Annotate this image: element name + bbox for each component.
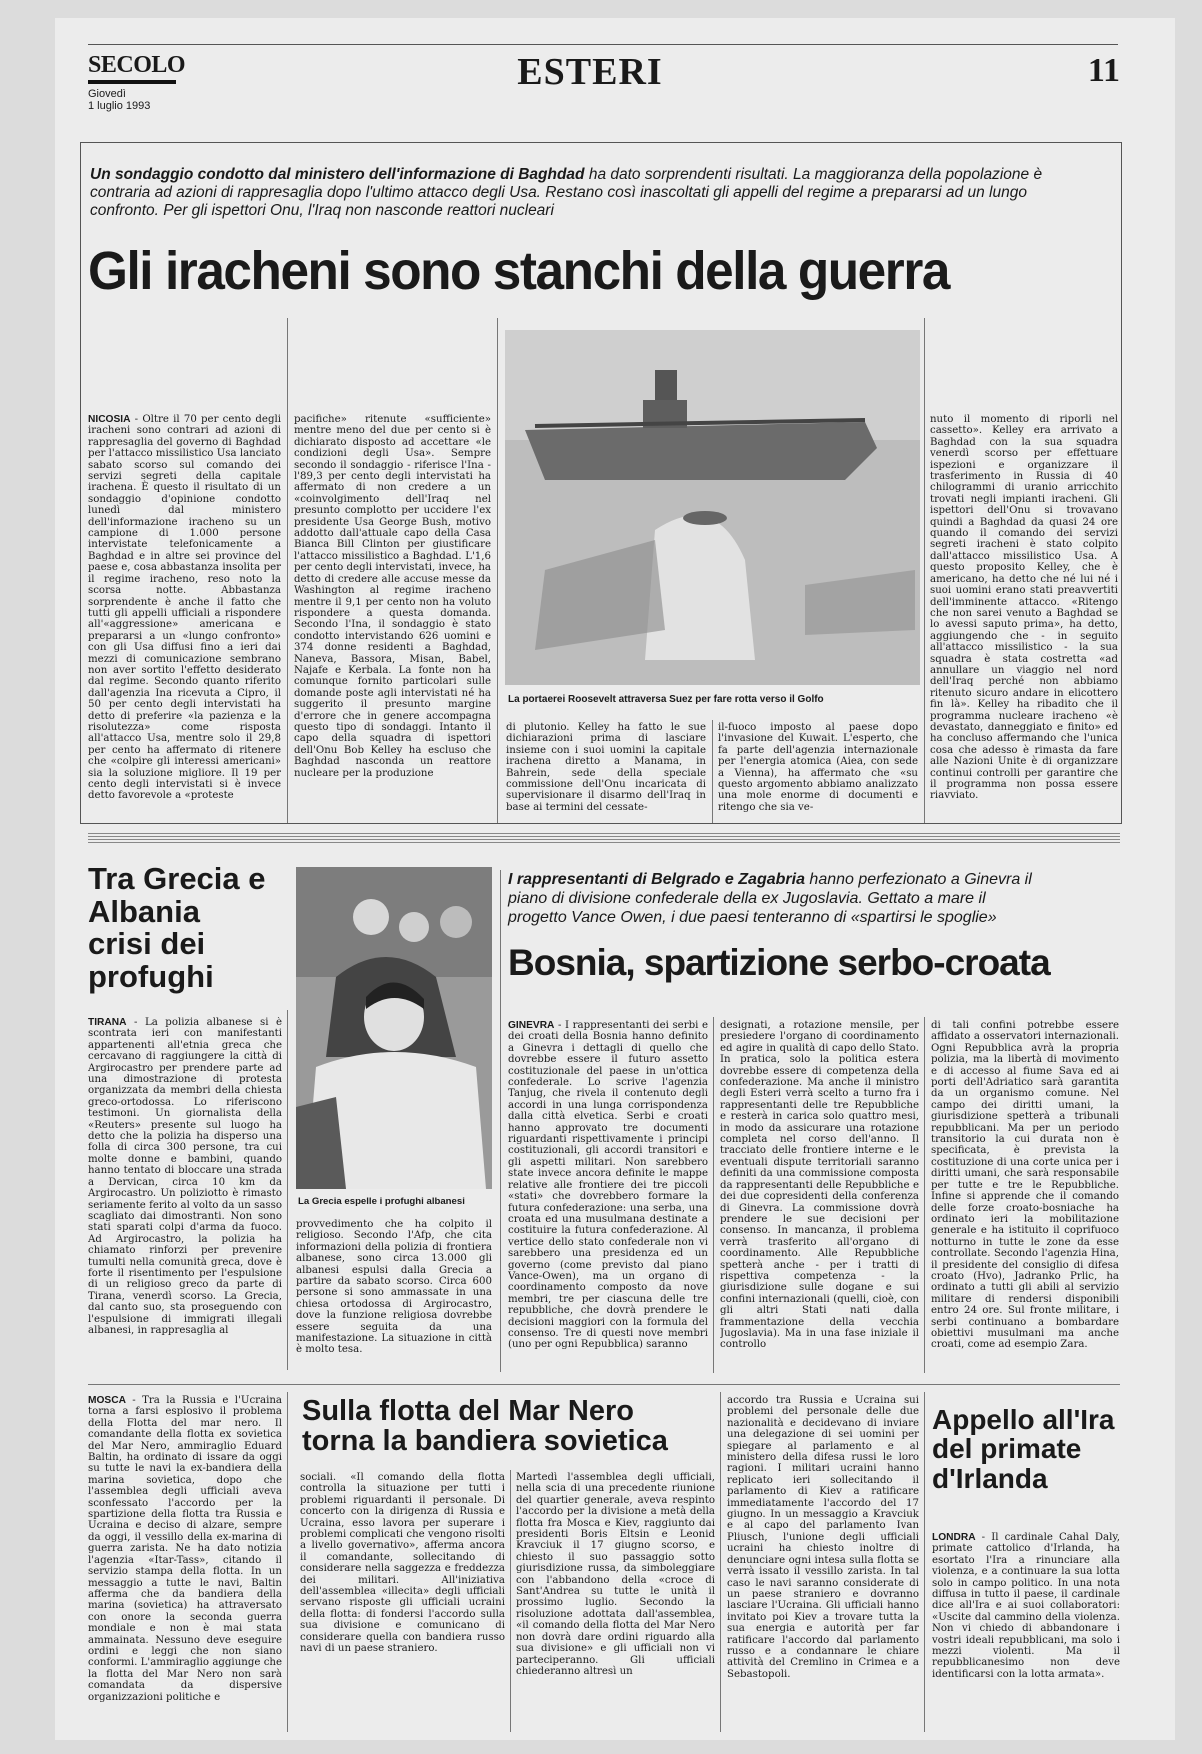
lead-column-2: pacifiche» ritenute «sufficiente» mentre meno del due per cento si è dichiarato disposto ad accettare «le condizioni degli Usa». Sempre secondo il sondaggio - riferisce l'Ina - l'89,3 per cento degli intervistati ha affermato di non credere a un «coinvolgimento dell'Iraq nel presunto complotto per uccidere l'ex presidente Usa George Bush, motivo addotto dall'attuale capo della Casa Bianca Bill Clinton per giustificare l'attacco missilistico a Baghdad. L'1,6 per cento degli intervistati, invece, ha detto di credere alle accuse messe da Washington al regime iracheno mentre il 9,1 per cento non ha voluto rispondere a questa domanda. Secondo l'Ina, il sondaggio è stato condotto intervistando 626 uomini e 374 donne residenti a Baghdad, Naneva, Bassora, Misan, Babel, Najafe e Kerbala. La fonte non ha comunque fornito particolari sulle domande poste agli intervistati né ha suggerito il presunto margine d'errore che in genere accompagna questo tipo di sondaggi. Intanto il capo della squadra di ispettori dell'Onu Bob Kelley ha escluso che Baghdad nasconda un reattore nucleare per la produzione	[294, 414, 491, 779]
bosnia-column-3: di tali confini potrebbe essere affidato a osservatori internazionali. Ogni Repubblica avrà la propria polizia, ma la libertà di movimento e di accesso al fiume Sava ed ai porti dell'Adriatico sarà garantita da un organismo comune. Nel campo dei diritti umani, la giurisdizione spetterà a tribunali repubblicani. Ma per un periodo transitorio la cui durata non è specificata, è prevista la costituzione di una corte unica per i diritti umani, che sarà responsabile per tutte e tre le Repubbliche. Infine si apprende che il comando delle forze croato-bosniache ha ordinato ieri la mobilitazione generale e ha istituito il coprifuoco notturno in tutte le zone da esse controllate. Secondo l'agenzia Hina, il presidente del consiglio di difesa croato (Hvo), Jadranko Prlic, ha ordinato a tutti gli abili al servizio militare di rendersi disponibili entro 24 ore. Sul fronte militare, i serbi continuano a bombardare obiettivi musulmani ma anche croati, come ad esempio Zara.	[931, 1020, 1119, 1351]
refugees-illustration	[296, 867, 492, 1189]
column-rule	[287, 1392, 288, 1732]
greece-albania-headline: Tra Grecia e Albania crisi dei profughi	[88, 861, 266, 994]
bosnia-column-1	[508, 1020, 708, 1372]
issue-day: Giovedì	[88, 88, 126, 100]
column-rule	[924, 1392, 925, 1732]
greece-column-1	[88, 1017, 282, 1373]
column-rule	[924, 1017, 925, 1373]
lead-column-1	[88, 414, 281, 824]
bosnia-kicker-bold: I rappresentanti di Belgrado e Zagabria	[508, 871, 805, 888]
column-rule	[510, 1470, 511, 1732]
section-title: ESTERI	[517, 51, 663, 93]
column-rule	[720, 1392, 721, 1732]
lead-kicker-bold: Un sondaggio condotto dal ministero dell'informazione di Baghdad	[90, 166, 585, 183]
bosnia-kicker-rest: hanno perfezionato a Ginevra il piano di divisione confederale della ex Jugoslavia. Gettato a mare il progetto Vance Owen, i due paesi tenteranno di «spartirsi le spoglie»	[508, 871, 1032, 926]
aircraft-carrier-photo	[505, 330, 920, 685]
bosnia-column-2: designati, a rotazione mensile, per presiedere l'organo di coordinamento ed agire in qualità di capo dello Stato. In pratica, solo la politica estera dovrebbe essere di competenza della confederazione. Ma anche il ministro degli Esteri verrà scelto a turno fra i rappresentanti delle tre Repubbliche e resterà in carica solo quattro mesi, in modo da assicurare una rotazione completa nel corso dell'anno. Il tracciato delle frontiere interne e le eventuali dispute territoriali saranno definiti da una commissione composta da rappresentanti delle Repubbliche e dei due copresidenti della conferenza di Ginevra. La commissione dovrà prendere le sue decisioni per consenso. In mancanza, il problema verrà trasferito all'organo di coordinamento. Alle Repubbliche spetterà anche - per i tratti di rispettiva competenza - la giurisdizione sulle dogane e sui confini internazionali (quelli, cioè, con gli altri Stati nati dalla frammentazione della vecchia Jugoslavia). Ma in una fase iniziale il controllo	[720, 1020, 919, 1351]
carrier-photo-caption: La portaerei Roosevelt attraversa Suez per fare rotta verso il Golfo	[508, 694, 824, 705]
newspaper-logo: SECOLO	[88, 52, 186, 78]
lead-kicker	[90, 166, 1100, 220]
logo-underline	[88, 80, 176, 84]
fleet-headline: Sulla flotta del Mar Nero torna la bandiera sovietica	[302, 1395, 668, 1458]
lead-kicker-rest: ha dato sorprendenti risultati. La maggioranza della popolazione è contraria ad azioni di rappresaglia dopo l'ultimo attacco degli Usa. Restano così inascoltati gli appelli del regime a prepararsi ad un lungo confronto. Per gli ispettori Onu, l'Iraq non nasconde reattori nucleari	[90, 166, 1043, 219]
section-divider	[88, 1384, 1120, 1385]
bosnia-kicker	[508, 870, 1043, 927]
column-rule	[287, 318, 288, 823]
carrier-illustration	[505, 330, 920, 685]
top-rule	[88, 44, 1118, 45]
lead-column-1-text: - Oltre il 70 per cento degli iracheni sono contrari ad azioni di rappresaglia del governo di Baghdad per l'attacco missilistico Usa lanciato sabato scorso sul comando dei servizi segreti della capitale irachena. È questo il risultato di un sondaggio d'opinione condotto lunedì dal ministero dell'informazione iracheno su un campione di 1.000 persone intervistate telefonicamente a Baghdad e in altre sei province del paese e, cosa abbastanza insolita per il regime iracheno, reso noto la scorsa notte. Abbastanza sorprendente è anche il fatto che tutti gli appelli ufficiali a rispondere all'«aggressione» americana e prepararsi a un «lungo confronto» con gli Usa diffusi fino a ieri dai mezzi di comunicazione sembrano non aver sortito l'effetto desiderato dal regime. Secondo quanto riferito dall'agenzia Ina ricevuta a Cipro, il 50 per cento degli intervistati ha detto di preferire «la pazienza e la risolutezza» come risposta all'attacco Usa, mentre solo il 29,8 per cento ha affermato di ritenere che «colpire gli interessi americani» sia la soluzione migliore. Il 19 per cento degli intervistati si è invece detto favorevole a «proteste	[88, 414, 281, 802]
greece-column-2: provvedimento che ha colpito il religioso. Secondo l'Afp, che cita informazioni della polizia di frontiera albanese, sono circa 13.000 gli albanesi espulsi dalla Grecia a partire da sabato scorso. Circa 600 persone si sono ammassate in una chiesa ortodossa di Argirocastro, dove la funzione religiosa dovrebbe essere seguita da una manifestazione. La situazione in città è molto tesa.	[296, 1219, 492, 1356]
fleet-column-1-text: - Tra la Russia e l'Ucraina torna a farsi esplosivo il problema della Flotta del mar nero. Il comandante della flotta ex sovietica del Mar Nero, ammiraglio Eduard Baltin, ha ordinato di issare da oggi su tutte le navi la ex-bandiera della marina sovietica, dopo che l'assemblea degli ufficiali aveva sconfessato l'accordo per la spartizione della flotta tra Russia e Ucraina e deciso di alzare, sempre da oggi, il vessillo della ex-marina di guerra zarista. Ne ha dato notizia l'agenzia «Itar-Tass», citando il servizio stampa della flotta. In un messaggio a tutte le navi, Baltin afferma che da bandiera della marina (sovietica) ha attraversato con onore la seconda guerra mondiale e non è mai stata ammainata. Nessuno deve eseguire ordini e leggi che non siano conformi. L'ammiraglio aggiunge che la flotta del Mar Nero non sarà comandata da dispersive organizzazioni politiche e	[88, 1395, 282, 1703]
lead-headline: Gli iracheni sono stanchi della guerra	[88, 241, 949, 301]
column-rule	[500, 870, 501, 1372]
bosnia-column-1-text: - I rappresentanti dei serbi e dei croati della Bosnia hanno definito a Ginevra i dettagli di quello che dovrebbe essere il futuro assetto costituzionale del paese in un'ottica confederale. Lo scrive l'agenzia Tanjug, che rivela il contenuto degli accordi in una lunga corrispondenza dalla città elvetica. Serbi e croati hanno approvato tre documenti riguardanti rispettivamente i principi costituzionali, gli accordi transitori e gli aspetti militari. Non sarebbero state invece ancora definite le mappe relative alle frontiere dei tre piccoli «stati» che dovrebbero formare la futura confederazione: una serba, una croata ed una musulmana destinate a costituire la futura confederazione. Al vertice dello stato confederale non vi sarebbero una presidenza ed un governo (come previsto dal piano Vance-Owen), ma un organo di coordinamento composto da nove membri, tre per ciascuna delle tre repubbliche, che dovrà prendere le decisioni maggiori con la formula del consenso. Tre di questi nove membri (uno per ogni Repubblica) saranno	[508, 1020, 708, 1351]
section-divider	[88, 833, 1120, 843]
issue-date-text: 1 luglio 1993	[88, 100, 151, 112]
fleet-column-4: accordo tra Russia e Ucraina sui problemi del personale delle due nazionalità e decidevano di inviare una delegazione di sei uomini per spiegare al parlamento e al ministero della difesa russi le loro ragioni. I militari ucraini hanno replicato ieri sollecitando il parlamento di Kiev a ratificare immediatamente l'accordo del 17 giugno. In un messaggio a Kravciuk e al capo del parlamento Ivan Pliusch, l'unione degli ufficiali ucraini ha chiesto inoltre di denunciare ogni intesa sulla flotta se verrà issato il vessillo zarista. In tal caso le navi saranno considerate di un paese straniero e dovranno lasciare l'Ucraina. Gli ufficiali hanno invitato poi Kiev a trovare tutta la sua energia e autorità per far ratificare l'accordo dal parlamento russo e a condannare le chiare attività del Cremlino in Crimea e a Sebastopoli.	[727, 1395, 919, 1680]
fleet-column-2: sociali. «Il comando della flotta controlla la situazione per tutti i problemi riguardanti il personale. Di concerto con la dirigenza di Russia e Ucraina, esso lavora per superare i problemi complicati che vengono risolti a livello governativo», afferma ancora il comandante, sollecitando di considerare nella saggezza e freddezza dei militari. All'iniziativa dell'assemblea «illecita» degli ufficiali servano risposte gli ufficiali ucraini della flotta: di fondersi l'accordo sulla sua divisione e comunicano di considerare quella con bandiera russo navi di un paese straniero.	[300, 1472, 505, 1655]
dateline: NICOSIA	[88, 414, 131, 425]
column-rule	[497, 318, 498, 823]
lead-column-4: il-fuoco imposto al paese dopo l'invasione del Kuwait. L'esperto, che fa parte dell'agenzia internazionale per l'energia atomica (Aiea, con sede a Vienna), ha affermato che «su questo argomento abbiamo analizzato una mole enorme di documenti e ritengo che sia ve-	[718, 722, 918, 813]
fleet-column-1	[88, 1395, 282, 1732]
column-rule	[713, 1017, 714, 1373]
fleet-column-3: Martedì l'assemblea degli ufficiali, nella scia di una precedente riunione del quartier generale, aveva respinto l'accordo per la divisione a metà della flotta fra Mosca e Kiev, raggiunto dai presidenti Boris Eltsin e Leonid Kravciuk il 17 giugno scorso, e chiesto il suo passaggio sotto giurisdizione russa, da simboleggiare con l'abbandono della «croce di Sant'Andrea su tutte le unità il prossimo luglio. Secondo la risoluzione adottata dall'assemblea, «il comando della flotta del Mar Nero non dovrà dare ordini riguardo alla sua divisione» e gli ufficiali non vi parteciperanno. Gli ufficiali chiederanno altresì un	[516, 1472, 715, 1677]
refugees-photo-caption: La Grecia espelle i profughi albanesi	[298, 1196, 465, 1207]
ira-headline: Appello all'Ira del primate d'Irlanda	[932, 1404, 1115, 1494]
column-rule	[287, 1010, 288, 1370]
dateline: MOSCA	[88, 1395, 126, 1406]
ira-column-1	[932, 1532, 1120, 1732]
column-rule	[924, 318, 925, 823]
greece-column-1-text: - La polizia albanese si è scontrata ieri con manifestanti appartenenti all'etnia greca che cercavano di raggiungere la città di Argirocastro per prendere parte ad una dimostrazione di protesta organizzata da membri della chiesta greco-ortodossa. Lo riferiscono testimoni. Un giornalista della «Reuters» presente sul luogo ha detto che la polizia ha disperso una folla di circa 300 persone, tra cui molte donne e bambini, quando hanno tentato di bloccare una strada a Dervican, circa 10 km da Argirocastro. Un poliziotto è rimasto seriamente ferito al volto da un sasso scagliato dai dimostranti. Non sono stati sparati colpi d'arma da fuoco. Ad Argirocastro, la polizia ha chiamato rinforzi per prevenire tumulti nella comunità greca, dove è forte il risentimento per l'espulsione di un religioso greco da parte di Tirana, venerdì scorso. La Grecia, dal canto suo, sta proseguendo con l'espulsione di immigrati illegali albanesi, in rappresaglia al	[88, 1017, 282, 1336]
bosnia-headline: Bosnia, spartizione serbo-croata	[508, 942, 1050, 983]
lead-column-3: di plutonio. Kelley ha fatto le sue dichiarazioni prima di lasciare insieme con i suoi uomini la capitale irachena diretto a Manama, in Bahrein, sede della speciale commissione dell'Onu incaricata di supervisionare il disarmo dell'Iraq in base ai termini del cessate-	[506, 722, 706, 813]
dateline: TIRANA	[88, 1017, 127, 1028]
refugees-photo	[296, 867, 492, 1189]
dateline: LONDRA	[932, 1532, 976, 1543]
ira-column-1-text: - Il cardinale Cahal Daly, primate cattolico d'Irlanda, ha esortato l'Ira a rinunciare alla violenza, e a continuare la sua lotta solo in campo politico. In una nota diffusa in tutto il paese, il cardinale dice all'Ira e ai suoi collaboratori: «Uscite dal cammino della violenza. Non vi chiedo di abbandonare i vostri ideali repubblicani, ma solo i mezzi violenti. Ma il repubblicanesimo non deve identificarsi con la lotta armata».	[932, 1532, 1120, 1680]
dateline: GINEVRA	[508, 1020, 555, 1031]
column-rule	[712, 720, 713, 823]
lead-column-5: nuto il momento di riporli nel cassetto». Kelley era arrivato a Baghdad con la sua squadra venerdì scorso per effettuare ispezioni e organizzare il trasferimento in Russia di 40 chilogrammi di uranio arricchito trovati negli impianti iracheni. Gli ispettori dell'Onu si trovavano quindi a Baghdad da quasi 24 ore quando il comando dei servizi segreti iracheni è stato colpito dall'attacco missilistico Usa. A questo proposito Kelley, che è americano, ha detto che né lui né i suoi uomini erano stati preavvertiti dell'imminente attacco. «Ritengo che non sarei venuto a Baghdad se lo avessi saputo prima», ha detto, aggiungendo che - in seguito all'attacco missilistico - la sua squadra è stata costretta «ad annullare un viaggio nel nord dell'Iraq perché non abbiamo ritenuto sicuro andare in elicottero fin là». Kelley ha ribadito che il programma nucleare iracheno «è devastato, danneggiato e finito» ed ha concluso affermando che l'unica cosa che adesso è rimasta da fare alle Nazioni Unite è di organizzare continui controlli per garantire che il programma non possa essere riavviato.	[930, 414, 1118, 802]
issue-date	[88, 88, 150, 112]
page-number: 11	[1087, 52, 1120, 89]
